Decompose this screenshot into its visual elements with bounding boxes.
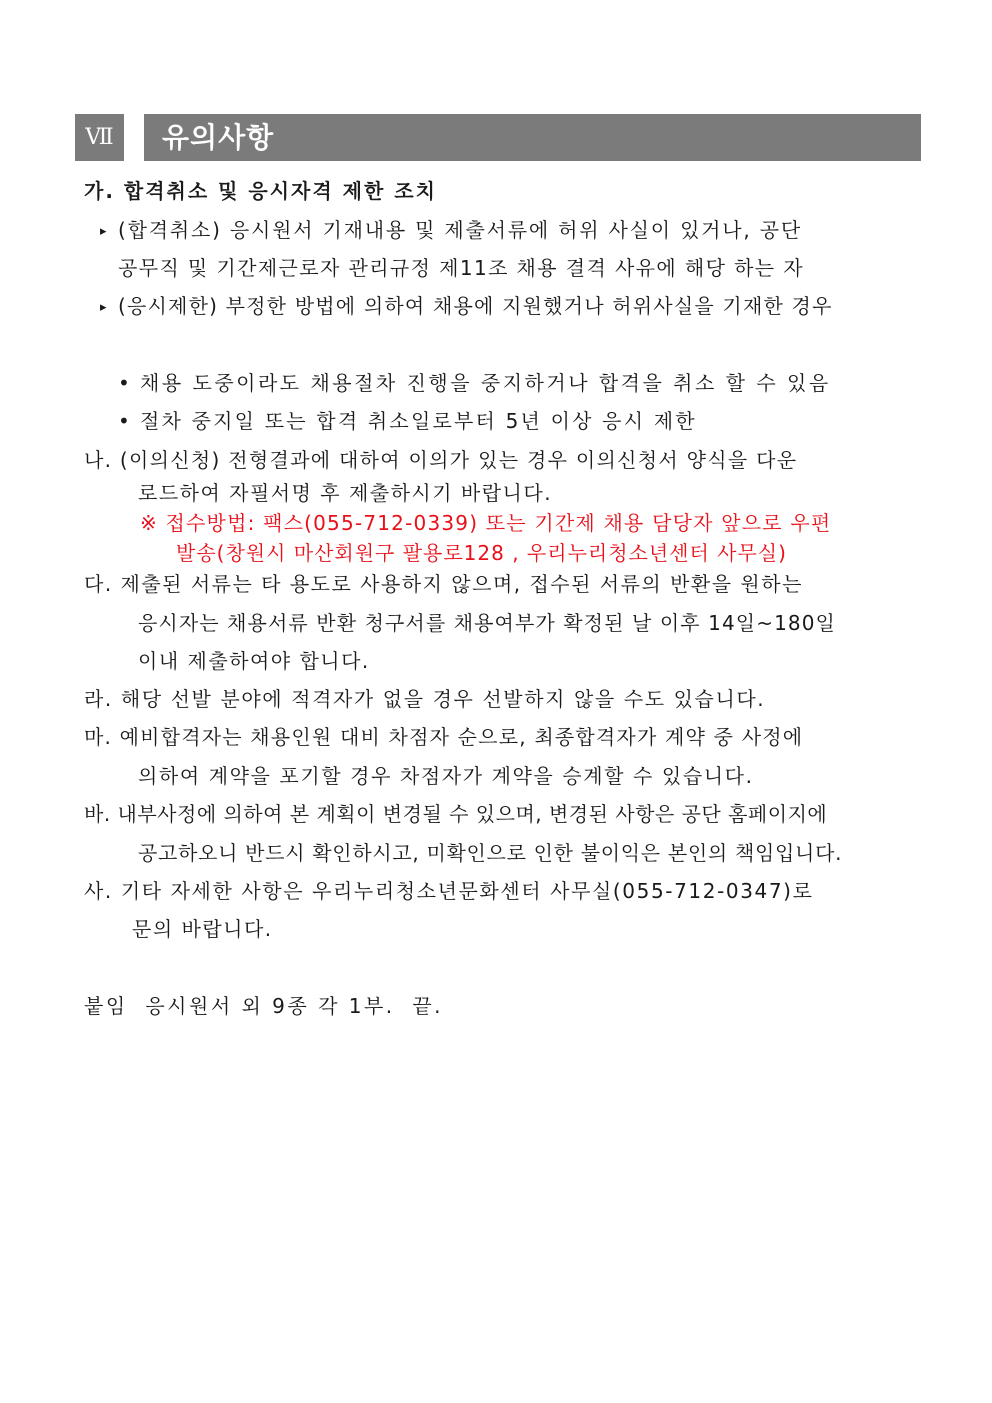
na-note-line2: 발송(창원시 마산회원구 팔용로128 , 우리누리청소년센터 사무실) [176,541,787,565]
dot-bullet-icon: • [118,371,133,395]
ga-bullet2 [100,293,833,321]
na-line2: 로드하여 자필서명 후 제출하시기 바랍니다. [138,481,553,505]
ga-dot1-text: 채용 도중이라도 채용절차 진행을 중지하거나 합격을 취소 할 수 있음 [140,371,831,395]
ra-line1: 라. 해당 선발 분야에 적격자가 없을 경우 선발하지 않을 수도 있습니다. [84,687,766,711]
ga-dot2-text: 절차 중지일 또는 합격 취소일로부터 5년 이상 응시 제한 [140,409,697,433]
triangle-bullet-icon: ▸ [100,300,108,315]
da-line3: 이내 제출하여야 합니다. [138,649,370,673]
ma-line1: 마. 예비합격자는 채용인원 대비 차점자 순으로, 최종합격자가 계약 중 사정에 [84,725,804,749]
ga-dot1 [118,370,831,396]
sa-line2: 문의 바랍니다. [132,917,273,941]
ga-bullet1 [100,217,802,245]
sa-line1: 사. 기타 자세한 사항은 우리누리청소년문화센터 사무실(055-712-0347)로 [84,879,814,903]
ga-heading: 가. 합격취소 및 응시자격 제한 조치 [84,179,437,203]
na-line1: 나. (이의신청) 전형결과에 대하여 이의가 있는 경우 이의신청서 양식을 다운 [84,448,798,472]
da-line1: 다. 제출된 서류는 타 용도로 사용하지 않으며, 접수된 서류의 반환을 원하는 [84,572,803,596]
ba-line1: 바. 내부사정에 의하여 본 계획이 변경될 수 있으며, 변경된 사항은 공단 홈페이지에 [84,802,828,826]
section-title-bar [144,114,921,161]
ba-line2: 공고하오니 반드시 확인하시고, 미확인으로 인한 불이익은 본인의 책임입니다. [138,841,843,865]
section-title: 유의사항 [162,121,275,154]
section-number: Ⅶ [75,114,124,161]
triangle-bullet-icon: ▸ [100,224,109,239]
section-header [75,114,921,161]
ga-bullet2-line1: (응시제한) 부정한 방법에 의하여 채용에 지원했거나 허위사실을 기재한 경우 [118,294,833,318]
ma-line2: 의하여 계약을 포기할 경우 차점자가 계약을 승계할 수 있습니다. [138,764,754,788]
ga-bullet1-line1: (합격취소) 응시원서 기재내용 및 제출서류에 허위 사실이 있거나, 공단 [118,218,802,242]
na-note-line1: ※ 접수방법: 팩스(055-712-0339) 또는 기간제 채용 담당자 앞으로 우편 [140,511,832,535]
ga-bullet1-line2: 공무직 및 기간제근로자 관리규정 제11조 채용 결격 사유에 해당 하는 자 [118,256,804,280]
dot-bullet-icon: • [118,409,132,433]
da-line2: 응시자는 채용서류 반환 청구서를 채용여부가 확정된 날 이후 14일~180일 [138,611,836,635]
ga-dot2 [118,408,697,434]
attachment-note: 붙임 응시원서 외 9종 각 1부. 끝. [84,994,444,1018]
